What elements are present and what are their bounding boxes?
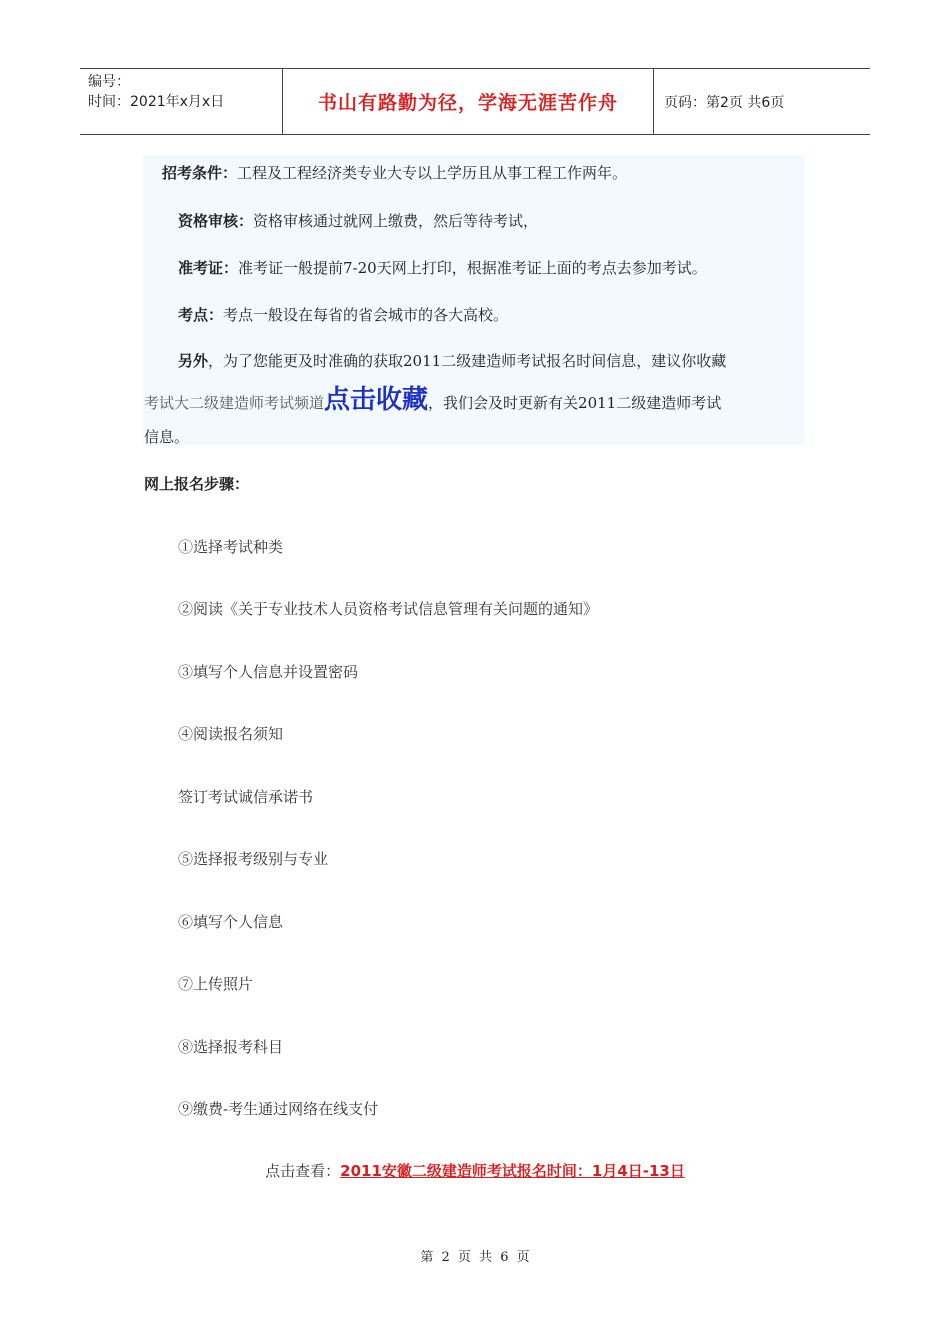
number-label: 编号： bbox=[88, 74, 130, 90]
step-item: ⑧选择报考科目 bbox=[178, 1038, 284, 1056]
bottom-link-line bbox=[0, 1160, 950, 1181]
step-item: ②阅读《关于专业技术人员资格考试信息管理有关问题的通知》 bbox=[178, 600, 599, 618]
step-item: 签订考试诚信承诺书 bbox=[178, 788, 314, 806]
step-item: ⑤选择报考级别与专业 bbox=[178, 850, 329, 868]
step-item: ⑨缴费-考生通过网络在线支付 bbox=[178, 1100, 379, 1118]
update-text: ，我们会及时更新有关2011二级建造师考试 bbox=[428, 394, 722, 412]
review-text: 资格审核通过就网上缴费，然后等待考试， bbox=[253, 212, 539, 230]
channel-text: 考试大二级建造师考试频道 bbox=[144, 394, 325, 412]
header-page-info: 页码：第2页 共6页 bbox=[664, 94, 785, 111]
step-item: ⑦上传照片 bbox=[178, 975, 254, 993]
page-header bbox=[80, 68, 870, 135]
bottom-link-prefix: 点击查看： bbox=[265, 1162, 341, 1180]
step-item: ③填写个人信息并设置密码 bbox=[178, 663, 359, 681]
review-paragraph bbox=[178, 210, 538, 231]
ticket-paragraph bbox=[178, 257, 707, 278]
time-label: 时间：2021年x月x日 bbox=[88, 94, 225, 110]
registration-time-link[interactable]: 2011安徽二级建造师考试报名时间：1月4日-13日 bbox=[340, 1162, 685, 1180]
header-motto: 书山有路勤为径，学海无涯苦作舟 bbox=[282, 69, 654, 134]
steps-title: 网上报名步骤： bbox=[144, 475, 250, 493]
header-meta bbox=[80, 69, 282, 134]
page-footer: 第 2 页 共 6 页 bbox=[420, 1250, 530, 1265]
site-label: 考点： bbox=[178, 306, 224, 324]
info-text: 信息。 bbox=[144, 428, 190, 446]
channel-paragraph bbox=[144, 382, 721, 421]
requirement-text: 工程及工程经济类专业大专以上学历且从事工程工作两年。 bbox=[237, 164, 628, 182]
also-text: ，为了您能更及时准确的获取2011二级建造师考试报名时间信息，建议你收藏 bbox=[208, 352, 727, 370]
also-paragraph bbox=[178, 350, 726, 371]
requirement-label: 招考条件： bbox=[162, 164, 238, 182]
site-paragraph bbox=[178, 304, 508, 325]
collect-link[interactable]: 点击收藏 bbox=[324, 385, 429, 415]
review-label: 资格审核： bbox=[178, 212, 254, 230]
site-text: 考点一般设在每省的省会城市的各大高校。 bbox=[223, 306, 509, 324]
ticket-text: 准考证一般提前7-20天网上打印，根据准考证上面的考点去参加考试。 bbox=[238, 259, 707, 277]
ticket-label: 准考证： bbox=[178, 259, 239, 277]
requirement-paragraph bbox=[162, 162, 627, 183]
step-item: ⑥填写个人信息 bbox=[178, 913, 284, 931]
also-label: 另外 bbox=[178, 352, 209, 370]
step-item: ④阅读报名须知 bbox=[178, 725, 284, 743]
step-item: ①选择考试种类 bbox=[178, 538, 284, 556]
